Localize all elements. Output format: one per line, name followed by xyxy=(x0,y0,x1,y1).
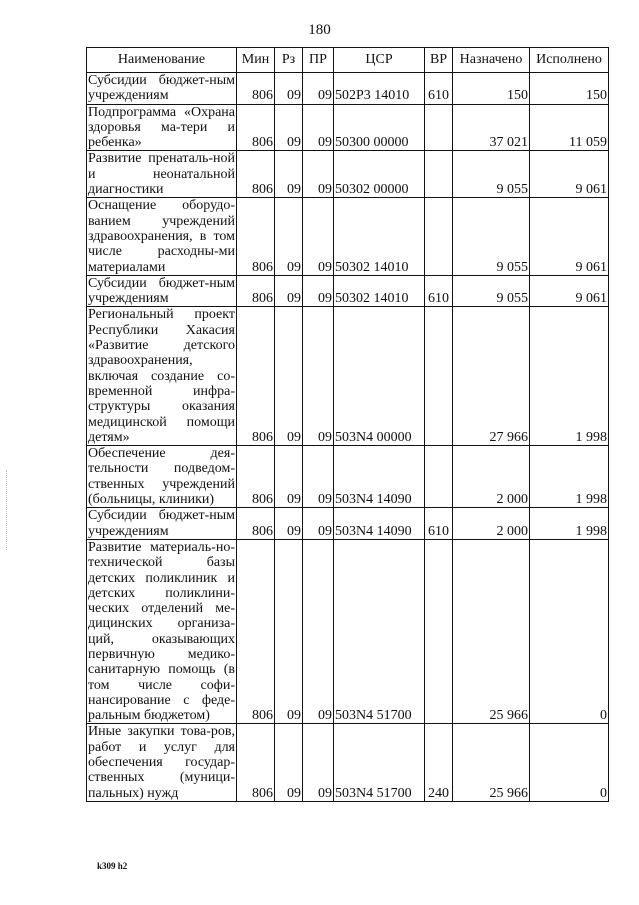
cell-name: Субсидии бюджет-ным учреждениям xyxy=(88,275,235,307)
cell-rz: 09 xyxy=(275,275,303,307)
table-row xyxy=(87,104,609,151)
header-executed: Исполнено xyxy=(530,48,609,73)
budget-table xyxy=(86,47,609,802)
cell-csr: 503N4 14090 xyxy=(334,446,425,508)
cell-min: 806 xyxy=(237,151,275,198)
cell-assigned: 9 055 xyxy=(453,198,530,275)
header-csr: ЦСР xyxy=(334,48,425,73)
cell-assigned: 2 000 xyxy=(453,508,530,540)
cell-csr: 503N4 51700 xyxy=(334,539,425,724)
cell-name: Иные закупки това-ров, работ и услуг для обеспечения государ-ственных (муници-пальных) нужд xyxy=(88,724,235,801)
table-body xyxy=(87,73,609,802)
cell-rz: 09 xyxy=(275,73,303,105)
cell-csr: 503N4 51700 xyxy=(334,724,425,801)
cell-executed: 0 xyxy=(530,539,609,724)
cell-executed: 9 061 xyxy=(530,275,609,307)
cell-vr: 610 xyxy=(425,508,453,540)
cell-min: 806 xyxy=(237,198,275,275)
cell-vr: 240 xyxy=(425,724,453,801)
header-rz: Рз xyxy=(275,48,303,73)
table-row xyxy=(87,508,609,540)
cell-assigned: 27 966 xyxy=(453,307,530,446)
cell-min: 806 xyxy=(237,275,275,307)
cell-pr: 09 xyxy=(303,73,334,105)
cell-csr: 503N4 14090 xyxy=(334,508,425,540)
cell-vr xyxy=(425,104,453,151)
cell-min: 806 xyxy=(237,73,275,105)
cell-vr xyxy=(425,446,453,508)
cell-pr: 09 xyxy=(303,539,334,724)
cell-vr xyxy=(425,539,453,724)
cell-vr: 610 xyxy=(425,73,453,105)
scan-margin-mark xyxy=(6,470,8,550)
table-row xyxy=(87,724,609,801)
cell-assigned: 37 021 xyxy=(453,104,530,151)
table-row xyxy=(87,198,609,275)
cell-csr: 503N4 00000 xyxy=(334,307,425,446)
cell-executed: 150 xyxy=(530,73,609,105)
cell-pr: 09 xyxy=(303,275,334,307)
table-row xyxy=(87,151,609,198)
header-vr: ВР xyxy=(425,48,453,73)
cell-executed: 11 059 xyxy=(530,104,609,151)
cell-name: Развитие пренаталь-ной и неонатальной диагностики xyxy=(88,151,235,198)
cell-csr: 50302 14010 xyxy=(334,275,425,307)
page-number: 180 xyxy=(308,22,331,38)
cell-rz: 09 xyxy=(275,724,303,801)
cell-csr: 50302 00000 xyxy=(334,151,425,198)
cell-executed: 9 061 xyxy=(530,151,609,198)
cell-executed: 9 061 xyxy=(530,198,609,275)
cell-name: Субсидии бюджет-ным учреждениям xyxy=(88,508,235,539)
cell-min: 806 xyxy=(237,307,275,446)
table-row xyxy=(87,275,609,307)
cell-name: Субсидии бюджет-ным учреждениям xyxy=(88,73,235,104)
cell-executed: 1 998 xyxy=(530,508,609,540)
cell-name: Обеспечение дея-тельности подведом-ственных учреждений (больницы, клиники) xyxy=(88,446,235,508)
cell-executed: 1 998 xyxy=(530,307,609,446)
cell-assigned: 25 966 xyxy=(453,724,530,801)
cell-name: Подпрограмма «Охрана здоровья ма-тери и ребенка» xyxy=(88,104,235,151)
cell-rz: 09 xyxy=(275,198,303,275)
cell-min: 806 xyxy=(237,508,275,540)
table-row xyxy=(87,446,609,508)
cell-rz: 09 xyxy=(275,307,303,446)
cell-rz: 09 xyxy=(275,104,303,151)
table-row xyxy=(87,307,609,446)
cell-rz: 09 xyxy=(275,446,303,508)
cell-rz: 09 xyxy=(275,151,303,198)
cell-name: Развитие материаль-но-технической базы детских поликлиник и детских поликлини-ческих отделений ме-дицинских организа-ций, оказывающих первичную медико-санитарную помощь (в том числе софи-нансирование с феде-ральным бюджетом) xyxy=(88,539,235,724)
cell-vr xyxy=(425,198,453,275)
cell-executed: 1 998 xyxy=(530,446,609,508)
cell-pr: 09 xyxy=(303,724,334,801)
header-name: Наименование xyxy=(87,48,237,73)
cell-vr xyxy=(425,151,453,198)
cell-pr: 09 xyxy=(303,151,334,198)
cell-name: Оснащение оборудо-ванием учреждений здравоохранения, в том числе расходны-ми материалами xyxy=(88,198,235,275)
cell-min: 806 xyxy=(237,446,275,508)
footer-code: k309 h2 xyxy=(97,861,128,871)
cell-executed: 0 xyxy=(530,724,609,801)
cell-assigned: 9 055 xyxy=(453,151,530,198)
cell-rz: 09 xyxy=(275,508,303,540)
cell-assigned: 2 000 xyxy=(453,446,530,508)
table-row xyxy=(87,73,609,105)
cell-pr: 09 xyxy=(303,198,334,275)
cell-vr xyxy=(425,307,453,446)
table-header-row xyxy=(87,48,609,73)
header-pr: ПР xyxy=(303,48,334,73)
header-min: Мин xyxy=(237,48,275,73)
cell-min: 806 xyxy=(237,104,275,151)
cell-vr: 610 xyxy=(425,275,453,307)
cell-assigned: 25 966 xyxy=(453,539,530,724)
cell-assigned: 150 xyxy=(453,73,530,105)
cell-pr: 09 xyxy=(303,508,334,540)
cell-pr: 09 xyxy=(303,446,334,508)
cell-min: 806 xyxy=(237,724,275,801)
cell-csr: 50300 00000 xyxy=(334,104,425,151)
header-assigned: Назначено xyxy=(453,48,530,73)
cell-csr: 502Р3 14010 xyxy=(334,73,425,105)
cell-min: 806 xyxy=(237,539,275,724)
cell-csr: 50302 14010 xyxy=(334,198,425,275)
cell-pr: 09 xyxy=(303,104,334,151)
cell-rz: 09 xyxy=(275,539,303,724)
table-row xyxy=(87,539,609,724)
cell-name: Региональный проект Республики Хакасия «Развитие детского здравоохранения, включая создание со-временной инфра-структуры оказания медицинской помощи детям» xyxy=(88,307,235,445)
cell-pr: 09 xyxy=(303,307,334,446)
cell-assigned: 9 055 xyxy=(453,275,530,307)
